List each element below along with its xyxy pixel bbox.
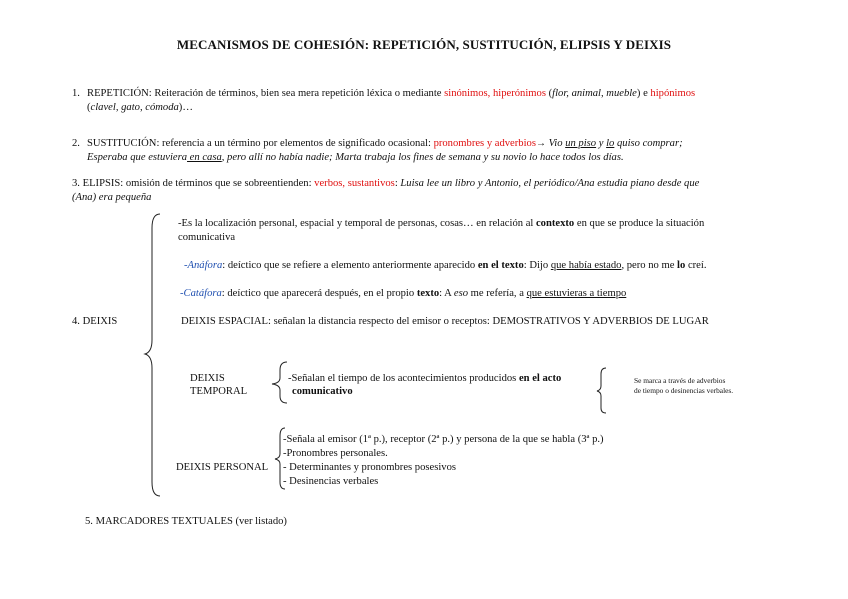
item-2-ex-u2: lo xyxy=(606,138,615,149)
deixis-definition-line-1 xyxy=(178,218,704,229)
personal-item-4: - Desinencias verbales xyxy=(283,476,379,487)
item-1-paren-close: ) e xyxy=(636,88,651,99)
anafora-line xyxy=(184,260,706,271)
anafora-label: -Anáfora xyxy=(184,260,223,271)
deixis-def-2: en que se produce la situación xyxy=(574,218,705,229)
item-1-red-2: hipónimos xyxy=(650,88,696,99)
item-3-text: : omisión de términos que se sobreentienden: xyxy=(120,178,315,189)
item-3-example: Luisa lee un libro y Antonio, el periódico/Ana estudia piano desde que xyxy=(400,178,700,189)
deixis-temporal-label-1: DEIXIS xyxy=(190,373,225,384)
temporal-text-line-2: comunicativo xyxy=(292,386,353,397)
item-1-num: 1. xyxy=(72,88,80,99)
arrow-icon: → xyxy=(535,138,546,149)
anafora-text-2: : Dijo xyxy=(523,260,551,271)
catafora-text-2: : A xyxy=(439,288,454,299)
deixis-label: 4. DEIXIS xyxy=(72,316,118,327)
deixis-espacial: DEIXIS ESPACIAL: señalan la distancia respecto del emisor o receptos: DEMOSTRATIVOS Y ADVERBIOS DE LUGAR xyxy=(181,316,709,327)
item-2-text: : referencia a un término por elementos de significado ocasional: xyxy=(156,138,434,149)
personal-item-3: - Determinantes y pronombres posesivos xyxy=(283,462,456,473)
item-1-text: : Reiteración de términos, bien sea mera repetición léxica o mediante xyxy=(148,88,445,99)
deixis-def-bold: contexto xyxy=(535,218,575,229)
deixis-definition-line-2: comunicativa xyxy=(178,232,236,243)
item-2-ex-c: quiso comprar; xyxy=(614,138,683,149)
anafora-underline: que había estado xyxy=(550,260,622,271)
item-3-line-1 xyxy=(72,178,699,189)
item-1-line-1 xyxy=(87,88,695,99)
anafora-text: : deíctico que se refiere a elemento anteriormente aparecido xyxy=(222,260,478,271)
personal-item-2: -Pronombres personales. xyxy=(283,448,388,459)
catafora-text-3: me refería, a xyxy=(468,288,527,299)
catafora-underline: que estuvieras a tiempo xyxy=(526,288,627,299)
item-1-label: REPETICIÓN xyxy=(87,88,149,99)
anafora-bold: en el texto xyxy=(477,260,524,271)
item-2-ex-a: Vio xyxy=(545,138,566,149)
item-2-num: 2. xyxy=(72,138,80,149)
item-3-red: verbos, sustantivos xyxy=(314,178,395,189)
item-1-example-1: flor, animal, mueble xyxy=(552,88,637,99)
catafora-bold: texto xyxy=(416,288,440,299)
item-1-line-2 xyxy=(87,102,193,113)
temporal-text-line-1 xyxy=(288,373,561,384)
catafora-line xyxy=(180,288,626,299)
item-2-line2-b: , pero allí no había nadie; Marta trabaja los fines de semana y su novio lo hace todos los días. xyxy=(221,152,624,163)
item-2-label: SUSTITUCIÓN xyxy=(87,138,157,149)
catafora-text: : deíctico que aparecerá después, en el propio xyxy=(221,288,417,299)
item-2-red: pronombres y adverbios xyxy=(433,138,536,149)
anafora-text-3: , pero no me xyxy=(621,260,678,271)
deixis-brace xyxy=(142,214,162,498)
item-2-line-2 xyxy=(87,152,624,163)
temporal-brace xyxy=(268,362,288,404)
catafora-italic: eso xyxy=(453,288,469,299)
personal-item-1: -Señala al emisor (1ª p.), receptor (2ª p.) y persona de la que se habla (3ª p.) xyxy=(283,434,604,445)
anafora-bold-2: lo xyxy=(677,260,686,271)
temporal-note: Se marca a través de adverbios de tiempo o desinencias verbales. xyxy=(634,376,734,395)
anafora-text-4: creí. xyxy=(685,260,707,271)
deixis-personal-label: DEIXIS PERSONAL xyxy=(176,462,269,473)
deixis-temporal-label-2: TEMPORAL xyxy=(190,386,248,397)
item-1-line2-open: ( xyxy=(87,102,91,113)
temporal-note-brace xyxy=(596,368,608,414)
item-3-line-2: (Ana) era pequeña xyxy=(72,192,152,203)
temporal-text: -Señalan el tiempo de los acontecimientos producidos xyxy=(288,373,519,384)
item-2-ex-b: y xyxy=(596,138,607,149)
item-1-line2-close: )… xyxy=(178,102,193,113)
item-5: 5. MARCADORES TEXTUALES (ver listado) xyxy=(85,516,287,527)
item-3-label: 3. ELIPSIS xyxy=(72,178,121,189)
deixis-def-1: -Es la localización personal, espacial y temporal de personas, cosas… en relación al xyxy=(178,218,536,229)
catafora-label: -Catáfora xyxy=(180,288,222,299)
item-1-example-2: clavel, gato, cómoda xyxy=(90,102,179,113)
item-2-line2-a: Esperaba que estuviera xyxy=(87,152,188,163)
item-2-ex-u1: un piso xyxy=(565,138,597,149)
item-1-red-1: sinónimos, hiperónimos xyxy=(444,88,546,99)
page-title: MECANISMOS DE COHESIÓN: REPETICIÓN, SUSTITUCIÓN, ELIPSIS Y DEIXIS xyxy=(176,37,672,52)
item-3-text2: : xyxy=(394,178,401,189)
temporal-bold-1: en el acto xyxy=(518,373,562,384)
item-2-line2-u: en casa xyxy=(187,152,222,163)
item-1-paren: ( xyxy=(545,88,553,99)
item-2-line-1 xyxy=(87,138,683,149)
